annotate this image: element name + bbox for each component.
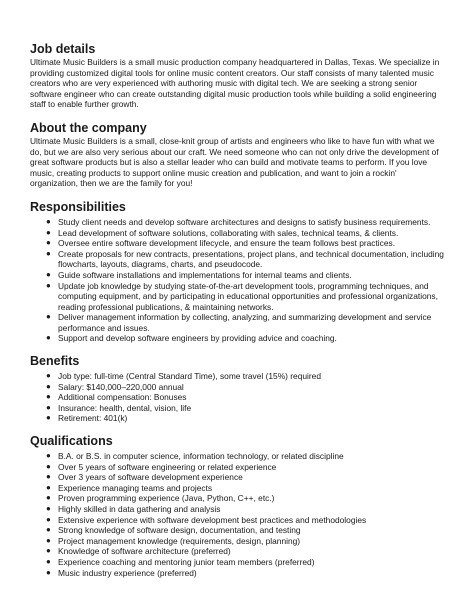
- qualifications-list: [30, 451, 446, 578]
- section-responsibilities: [30, 200, 446, 344]
- bullet-icon: ●: [46, 381, 51, 391]
- section-qualifications: [30, 434, 446, 578]
- list-item-text: Over 5 years of software engineering or related experience: [58, 461, 277, 472]
- benefits-list: [30, 371, 446, 424]
- section-about-company: [30, 121, 446, 189]
- list-item: [30, 238, 446, 249]
- list-item-text: Experience managing teams and projects: [58, 482, 213, 493]
- list-item-text: Salary: $140,000–220,000 annual: [58, 381, 184, 392]
- list-item: [30, 472, 446, 483]
- list-item-text: Proven programming experience (Java, Python, C++, etc.): [58, 493, 275, 504]
- list-item: [30, 249, 446, 270]
- bullet-icon: ●: [46, 413, 51, 423]
- list-item-text: Project management knowledge (requirements, design, planning): [58, 535, 301, 546]
- bullet-icon: ●: [46, 482, 51, 492]
- list-item-text: Study client needs and develop software architectures and designs to satisfy business requirements.: [58, 216, 431, 227]
- bullet-icon: ●: [46, 535, 51, 545]
- job-description-document: [30, 42, 446, 578]
- responsibilities-list: [30, 217, 446, 344]
- bullet-icon: ●: [46, 238, 51, 248]
- bullet-icon: ●: [46, 371, 51, 381]
- bullet-icon: ●: [46, 248, 51, 258]
- list-item: [30, 281, 446, 313]
- bullet-icon: ●: [46, 567, 51, 577]
- list-item-text: Guide software installations and implementations for internal teams and clients.: [58, 269, 352, 280]
- list-item: [30, 525, 446, 536]
- bullet-icon: ●: [46, 280, 51, 290]
- list-item-text: Create proposals for new contracts, presentations, project plans, and technical documentation, including flowcharts, layouts, diagrams, charts, and pseudocode.: [58, 248, 444, 270]
- bullet-icon: ●: [46, 472, 51, 482]
- list-item: [30, 270, 446, 281]
- section-title-benefits: Benefits: [30, 354, 80, 369]
- list-item-text: Knowledge of software architecture (preferred): [58, 546, 231, 557]
- list-item: [30, 312, 446, 333]
- bullet-icon: ●: [46, 546, 51, 556]
- bullet-icon: ●: [46, 556, 51, 566]
- bullet-icon: ●: [46, 514, 51, 524]
- section-benefits: [30, 354, 446, 424]
- list-item: [30, 546, 446, 557]
- list-item: [30, 413, 446, 424]
- list-item: [30, 217, 446, 228]
- section-title-responsibilities: Responsibilities: [30, 199, 126, 214]
- list-item-text: Insurance: health, dental, vision, life: [58, 402, 192, 413]
- list-item: [30, 403, 446, 414]
- list-item-text: Retirement: 401(k): [58, 413, 128, 424]
- list-item-text: Music industry experience (preferred): [58, 567, 197, 578]
- section-title-job-details: Job details: [30, 42, 96, 56]
- about-text: Ultimate Music Builders is a small, close-knit group of artists and engineers who like to have fun with what we do, but we are also very serious about our craft. We need someone who can not only drive the development of great software products but is also a stellar leader who can build and motivate teams to perform. If you love music, creating products to support online music creation and publication, and want to join a rockin' organization, then we are the family for you!: [30, 135, 439, 189]
- list-item: [30, 483, 446, 494]
- bullet-icon: ●: [46, 333, 51, 343]
- bullet-icon: ●: [46, 461, 51, 471]
- section-title-about: About the company: [30, 120, 147, 135]
- list-item: [30, 493, 446, 504]
- list-item: [30, 536, 446, 547]
- list-item-text: Highly skilled in data gathering and analysis: [58, 504, 221, 514]
- list-item: [30, 371, 446, 382]
- list-item-text: Job type: full-time (Central Standard Time), some travel (15%) required: [58, 371, 321, 382]
- list-item-text: B.A. or B.S. in computer science, information technology, or related discipline: [58, 451, 344, 462]
- list-item-text: Experience coaching and mentoring junior team members (preferred): [58, 556, 315, 567]
- list-item: [30, 462, 446, 473]
- section-title-qualifications: Qualifications: [30, 434, 113, 449]
- bullet-icon: ●: [46, 451, 51, 461]
- list-item: [30, 568, 446, 579]
- list-item-text: Extensive experience with software development best practices and methodologies: [58, 514, 367, 525]
- list-item: [30, 451, 446, 462]
- bullet-icon: ●: [46, 504, 51, 513]
- list-item-text: Additional compensation: Bonuses: [58, 392, 187, 403]
- job-details-text: Ultimate Music Builders is a small music production company headquartered in Dallas, Texas. We specialize in providing customized digital tools for online music content creators. Our staff consists of many talented music creators who are very experienced with authoring music with digital tech. We are seeking a strong senior software engineer who can create outstanding digital music production tools while building a solid engineering staff to enable further growth.: [30, 57, 440, 110]
- bullet-icon: ●: [46, 216, 51, 226]
- list-item: [30, 333, 446, 344]
- list-item: [30, 515, 446, 526]
- list-item-text: Oversee entire software development lifecycle, and ensure the team follows best practices.: [58, 238, 396, 249]
- bullet-icon: ●: [46, 392, 51, 402]
- list-item-text: Lead development of software solutions, collaborating with sales, technical teams, & clients.: [58, 227, 399, 238]
- bullet-icon: ●: [46, 312, 51, 322]
- bullet-icon: ●: [46, 269, 51, 279]
- list-item-text: Strong knowledge of software design, documentation, and testing: [58, 525, 301, 536]
- list-item: [30, 504, 446, 515]
- list-item: [30, 557, 446, 568]
- list-item-text: Over 3 years of software development experience: [58, 472, 243, 483]
- bullet-icon: ●: [46, 525, 51, 535]
- section-job-details: [30, 42, 446, 110]
- list-item: [30, 392, 446, 403]
- bullet-icon: ●: [46, 227, 51, 237]
- list-item-text: Update job knowledge by studying state-of-the-art development tools, programming techniques, and computing equipment, and by participating in educational opportunities and professional organizations, reading professional publications, & maintaining networks.: [58, 280, 438, 312]
- list-item: [30, 228, 446, 239]
- bullet-icon: ●: [46, 493, 51, 503]
- bullet-icon: ●: [46, 402, 51, 412]
- list-item-text: Support and develop software engineers by providing advice and coaching.: [58, 333, 337, 344]
- list-item: [30, 382, 446, 393]
- list-item-text: Deliver management information by collecting, analyzing, and summarizing development and service performance and issues.: [58, 312, 432, 333]
